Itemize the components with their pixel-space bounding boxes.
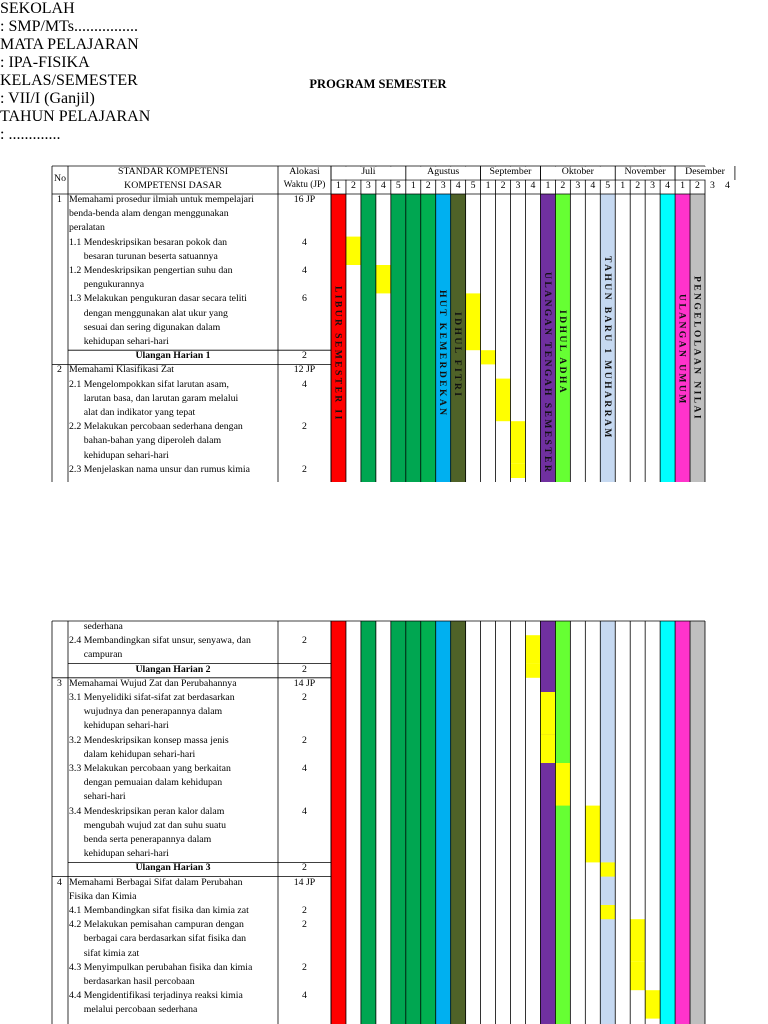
allocation-value: 2: [302, 421, 307, 433]
competency-text: alat dan indikator yang tepat: [69, 407, 196, 418]
week-number: 2: [560, 180, 566, 191]
competency-text: Memahamai Wujud Zat dan Perubahannya: [69, 677, 237, 689]
month-label: Oktober: [561, 166, 594, 177]
info-key: SEKOLAH: [0, 0, 75, 17]
allocation-value: 2: [302, 734, 307, 746]
competency-text: dengan menggunakan alat ukur yang: [69, 307, 228, 319]
week-number: 1: [680, 180, 685, 191]
vertical-label: IDHUL FITRI: [452, 312, 464, 399]
competency-text: Memahami prosedur ilmiah untuk mempelajari: [69, 194, 255, 205]
competency-text: sehari-hari: [69, 791, 126, 803]
vertical-label: LIBUR SEMESTER II: [332, 286, 344, 422]
week-number: 5: [605, 180, 611, 191]
competency-text: Ulangan Harian 1: [135, 350, 211, 362]
allocation-value: 14 JP: [293, 677, 316, 689]
header-waktu: Waktu (JP): [283, 180, 326, 190]
competency-text: 3.4 Mendeskripsikan peran kalor dalam: [69, 805, 225, 817]
competency-text: 2.4 Membandingkan sifat unsur, senyawa, dan: [69, 635, 251, 647]
competency-text: berdasarkan hasil percobaan: [69, 976, 195, 987]
competency-text: kehidupan sehari-hari: [69, 720, 169, 732]
info-key: TAHUN PELAJARAN: [0, 108, 151, 125]
allocation-value: 4: [302, 378, 307, 390]
vertical-label: HUT KEMERDEKAN: [437, 290, 449, 418]
allocation-value: 4: [302, 236, 307, 248]
competency-text: kehidupan sehari-hari: [69, 449, 169, 461]
allocation-value: 2: [302, 905, 307, 916]
week-number: 1: [485, 180, 491, 191]
competency-text: sederhana: [69, 621, 123, 632]
info-value: : SMP/MTs................: [0, 18, 139, 35]
week-number: 1: [410, 180, 416, 191]
month-label: November: [624, 166, 666, 177]
competency-text: bahan-bahan yang diperoleh dalam: [69, 435, 222, 447]
allocation-value: 2: [302, 862, 307, 874]
info-value: : IPA-FISIKA: [0, 54, 90, 71]
info-key: KELAS/SEMESTER: [0, 72, 138, 89]
week-number: 1: [336, 180, 341, 191]
allocation-value: 2: [302, 663, 307, 675]
competency-text: 4.3 Menyimpulkan perubahan fisika dan kimia: [69, 961, 253, 973]
competency-text: Fisika dan Kimia: [69, 890, 137, 902]
allocation-value: 4: [302, 990, 307, 1002]
competency-text: 4.1 Membandingkan sifat fisika dan kimia zat: [69, 905, 249, 916]
week-number: 4: [665, 180, 671, 191]
competency-text: 2.2 Melakukan percobaan sederhana dengan: [69, 421, 243, 433]
week-number: 4: [530, 180, 536, 191]
competency-text: pengukurannya: [69, 279, 145, 291]
allocation-value: 14 JP: [293, 876, 316, 888]
row-number: 4: [57, 876, 62, 888]
header-standar: STANDAR KOMPETENSI: [118, 166, 228, 177]
week-number: 5: [470, 180, 476, 191]
competency-text: mengubah wujud zat dan suhu suatu: [69, 819, 226, 831]
week-number: 2: [695, 180, 700, 191]
week-number: 3: [515, 180, 521, 191]
vertical-label: IDHUL ADHA: [556, 310, 568, 396]
week-number: 3: [575, 180, 581, 191]
vertical-label: ULANGAN TENGAH SEMESTER: [541, 272, 553, 475]
allocation-value: 2: [302, 692, 307, 703]
info-value: : .............: [0, 126, 61, 143]
week-number: 3: [650, 180, 656, 191]
competency-text: Ulangan Harian 2: [135, 663, 211, 675]
competency-text: peralatan: [69, 222, 105, 234]
info-key: MATA PELAJARAN: [0, 36, 139, 53]
week-number: 1: [545, 180, 551, 191]
allocation-value: 4: [302, 265, 307, 276]
competency-text: 1.1 Mendeskripsikan besaran pokok dan: [69, 236, 228, 248]
week-number: 4: [455, 180, 461, 191]
competency-text: 4.4 Mengidentifikasi terjadinya reaksi kimia: [69, 990, 243, 1002]
row-number: 1: [57, 194, 62, 205]
row-number: 2: [57, 364, 62, 376]
competency-text: benda serta penerapannya dalam: [69, 834, 212, 845]
vertical-label: ULANGAN UMUM: [676, 294, 688, 406]
week-number: 2: [425, 180, 431, 191]
week-number: 3: [365, 180, 371, 191]
allocation-value: 2: [302, 961, 307, 973]
week-number: 2: [350, 180, 356, 191]
competency-text: kehidupan sehari-hari: [69, 336, 169, 347]
row-number: 3: [57, 677, 62, 689]
competency-text: dalam kehidupan sehari-hari: [69, 748, 196, 760]
week-number: 2: [500, 180, 506, 191]
allocation-value: 2: [302, 635, 307, 647]
allocation-value: 12 JP: [293, 364, 316, 376]
competency-text: kehidupan sehari-hari: [69, 848, 169, 860]
week-number: 3: [440, 180, 446, 191]
document-title: PROGRAM SEMESTER: [309, 77, 447, 91]
competency-text: 2.1 Mengelompokkan sifat larutan asam,: [69, 378, 229, 390]
competency-text: besaran turunan beserta satuannya: [69, 250, 218, 262]
vertical-label: PENGELOLAAN NILAI: [691, 276, 703, 422]
week-number: 4: [380, 180, 386, 191]
month-label: Juli: [361, 166, 376, 177]
competency-text: 3.3 Melakukan percobaan yang berkaitan: [69, 763, 231, 774]
week-number: 4: [590, 180, 596, 191]
competency-text: benda-benda alam dengan menggunakan: [69, 208, 229, 220]
allocation-value: 16 JP: [293, 194, 316, 205]
competency-text: 3.1 Menyelidiki sifat-sifat zat berdasarkan: [69, 692, 235, 703]
week-number: 5: [395, 180, 401, 191]
competency-text: 4.2 Melakukan pemisahan campuran dengan: [69, 919, 244, 931]
allocation-value: 2: [302, 919, 307, 931]
header-kompetensi: KOMPETENSI DASAR: [124, 180, 222, 191]
competency-text: melalui percobaan sederhana: [69, 1004, 198, 1016]
competency-text: dengan pemuaian dalam kehidupan: [69, 777, 223, 789]
competency-text: campuran: [69, 649, 123, 661]
allocation-value: 2: [302, 350, 307, 362]
competency-text: Ulangan Harian 3: [135, 862, 211, 874]
header-no: No: [54, 173, 66, 184]
competency-text: larutan basa, dan larutan garam melalui: [69, 392, 239, 404]
allocation-value: 2: [302, 463, 307, 475]
competency-text: 1.2 Mendeskripsikan pengertian suhu dan: [69, 265, 233, 276]
competency-text: 1.3 Melakukan pengukuran dasar secara teliti: [69, 293, 247, 305]
week-number: 4: [724, 180, 730, 191]
month-label: Agustus: [427, 166, 460, 177]
competency-text: Memahami Berbagai Sifat dalam Perubahan: [69, 876, 243, 888]
competency-text: 3.2 Mendeskripsikan konsep massa jenis: [69, 734, 229, 746]
competency-text: berbagai cara berdasarkan sifat fisika dan: [69, 933, 247, 945]
allocation-value: 4: [302, 763, 307, 774]
month-label: Desember: [685, 166, 725, 177]
allocation-value: 4: [302, 805, 307, 817]
competency-text: wujudnya dan penerapannya dalam: [69, 706, 223, 718]
week-number: 1: [620, 180, 626, 191]
allocation-value: 6: [302, 293, 307, 305]
competency-text: Memahami Klasifikasi Zat: [69, 364, 175, 376]
vertical-label: TAHUN BARU 1 MUHARRAM: [601, 256, 613, 440]
week-number: 3: [710, 180, 715, 191]
competency-text: sifat kimia zat: [69, 947, 140, 959]
header-alokasi: Alokasi: [289, 166, 320, 177]
week-number: 2: [635, 180, 641, 191]
competency-text: sesuai dan sering digunakan dalam: [69, 321, 221, 333]
competency-text: 2.3 Menjelaskan nama unsur dan rumus kimia: [69, 463, 250, 475]
month-label: September: [489, 166, 532, 177]
info-value: : VII/I (Ganjil): [0, 90, 95, 107]
